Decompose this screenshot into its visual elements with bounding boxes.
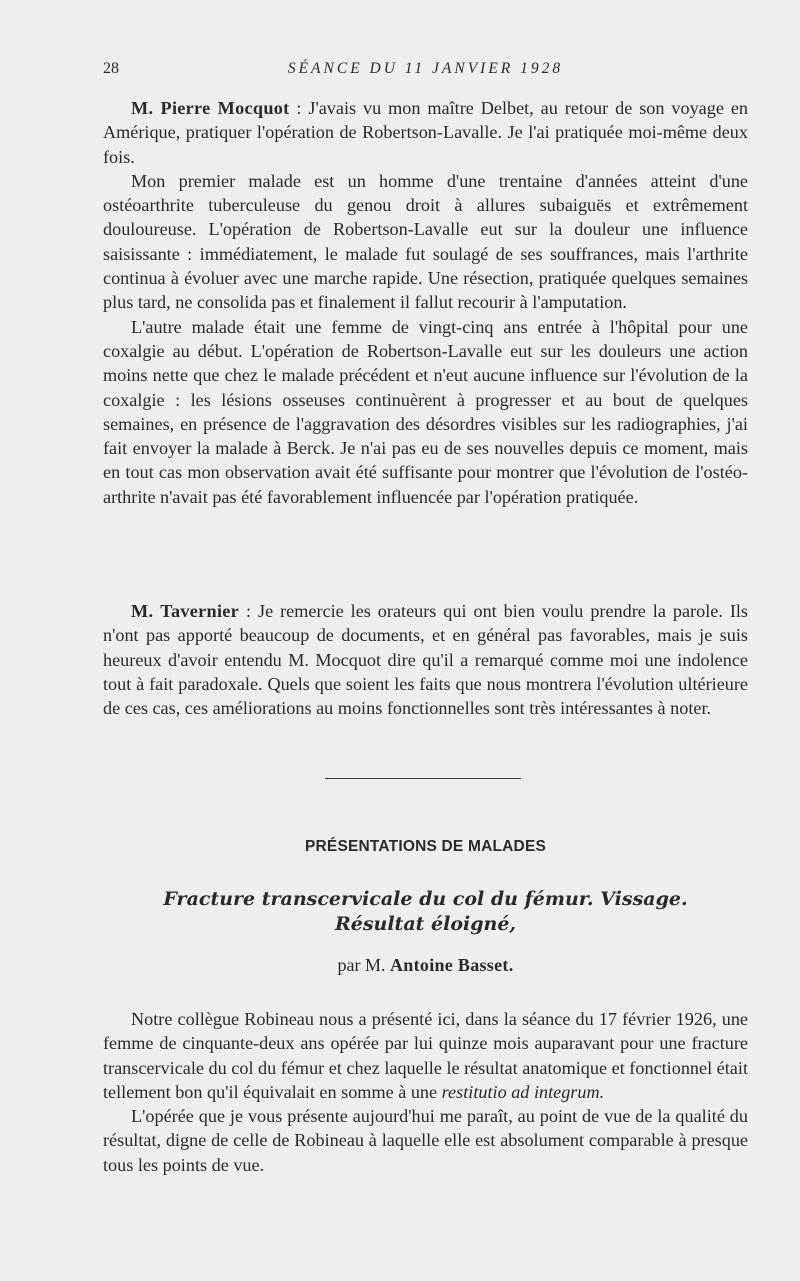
page-number: 28 (103, 60, 119, 77)
tavernier-discussion (103, 599, 748, 720)
tavernier-paragraph (103, 599, 748, 720)
running-head (103, 60, 748, 80)
byline (103, 955, 748, 976)
article-title-line-1: Fracture transcervicale du col du fémur. Vissage. (163, 888, 688, 910)
presentation-text-1: Notre collègue Robineau nous a présenté ici, dans la séance du 17 février 1926, une femme de cinquante-deux ans opérée par lui quinze mois auparavant pour une fracture transcervicale du col du fémur et chez laquelle le résultat anatomique et fonctionnel était tellement bon qu'il équivalait en somme à une (103, 1009, 748, 1102)
mocquot-discussion (103, 96, 748, 509)
presentation-paragraph-2: L'opérée que je vous présente aujourd'hui me paraît, au point de vue de la qualité du résultat, digne de celle de Robineau à laquelle elle est absolument comparable à presque tous les points de vue. (103, 1106, 748, 1175)
mocquot-paragraph-2: Mon premier malade est un homme d'une trentaine d'années atteint d'une ostéoarthrite tuberculeuse du genou droit à allures subaiguës et extrêmement douloureuse. L'opération de Robertson-Lavalle eut sur la douleur une influence saisissante : immédiatement, le malade fut soulagé de ses souffrances, mais l'arthrite continua à évoluer avec une marche rapide. Une résection, pratiquée quelques semaines plus tard, ne consolida pas et finalement il fallut recourir à l'amputation. (103, 170, 748, 313)
mocquot-text-1: : J'avais vu mon maître Delbet, au retour de son voyage en Amérique, pratiquer l'opération de Robertson-Lavalle. Je l'ai pratiquée moi-même deux fois. (103, 98, 748, 167)
article-title (103, 887, 748, 937)
article-title-line-2: Résultat éloigné, (334, 913, 517, 935)
speaker-tavernier: M. Tavernier (131, 601, 240, 621)
presentation-paragraph-1 (103, 1007, 748, 1104)
byline-prefix: par M. (337, 955, 390, 975)
section-heading: PRÉSENTATIONS DE MALADES (304, 838, 547, 855)
presentation-body (103, 1007, 748, 1177)
mocquot-paragraph-1 (103, 96, 748, 169)
byline-author: Antoine Basset. (389, 955, 514, 975)
section-divider (325, 778, 521, 779)
speaker-mocquot: M. Pierre Mocquot (131, 98, 290, 118)
mocquot-paragraph-3: L'autre malade était une femme de vingt-cinq ans entrée à l'hôpital pour une coxalgie au début. L'opération de Robertson-Lavalle eut sur les douleurs une action moins nette que chez le malade précédent et n'eut aucune influence sur l'évolution de la coxalgie : les lésions osseuses continuèrent à progresser et au bout de quelques semaines, en présence de l'aggravation des désordres visibles sur les radiographies, j'ai fait envoyer la malade à Berck. Je n'ai pas eu de ses nouvelles depuis ce moment, mais en tout cas mon observation avait été suffisante pour montrer que l'évolution de l'ostéo-arthrite n'avait pas été favorablement influencée par l'opération pratiquée. (103, 316, 748, 507)
tavernier-text: : Je remercie les orateurs qui ont bien voulu prendre la parole. Ils n'ont pas apporté beaucoup de documents, et en général pas favorables, mais je suis heureux d'avoir entendu M. Mocquot dire qu'il a remarqué comme moi une indolence tout à fait paradoxale. Quels que soient les faits que nous montrera l'évolution ultérieure de ces cas, ces améliorations au moins fonctionnelles sont très intéressantes à noter. (103, 601, 749, 719)
running-title: SÉANCE DU 11 JANVIER 1928 (287, 60, 564, 77)
latin-phrase: restitutio ad integrum. (441, 1081, 605, 1102)
